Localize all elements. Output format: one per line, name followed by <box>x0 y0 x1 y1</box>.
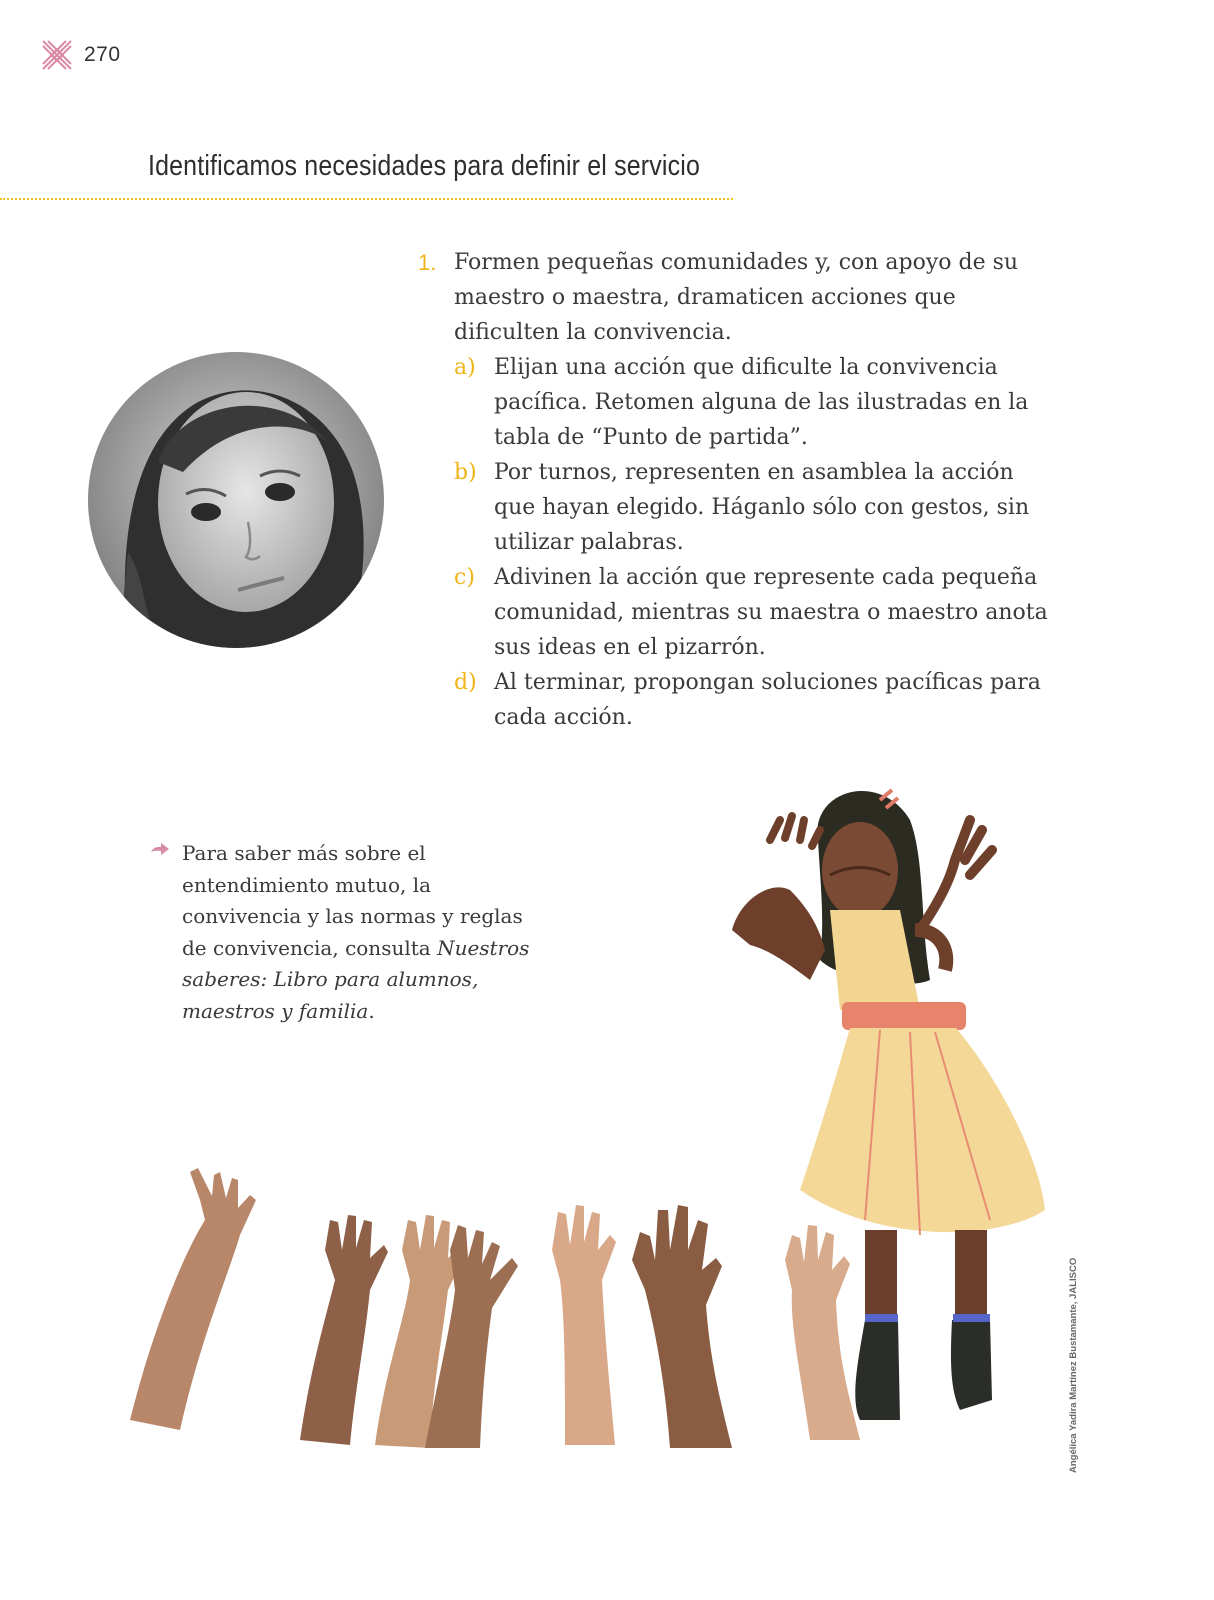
hand-illustration <box>130 1168 256 1430</box>
girl-portrait-photo <box>88 352 384 648</box>
step-letter: d) <box>454 670 477 695</box>
activity-item <box>418 245 1078 350</box>
step-text: Elijan una acción que dificulte la convivencia pacífica. Retomen alguna de las ilustradas en la tabla de “Punto de partida”. <box>494 355 1029 450</box>
step-letter: c) <box>454 565 475 590</box>
step-letter: a) <box>454 355 476 380</box>
activity-number: 1. <box>418 250 437 275</box>
section-title: Identificamos necesidades para definir el servicio <box>148 150 701 182</box>
hand-illustration <box>552 1205 616 1445</box>
book-title: Nuestros saberes: Libro para alumnos, maestros y familia <box>182 935 530 1023</box>
page-number: 270 <box>84 43 121 66</box>
step-letter: b) <box>454 460 477 485</box>
step-text: Por turnos, representen en asamblea la acción que hayan elegido. Háganlo sólo con gestos, sin utilizar palabras. <box>494 460 1030 555</box>
hand-illustration <box>632 1205 732 1448</box>
activity-list <box>418 245 1078 735</box>
activity-instruction: Formen pequeñas comunidades y, con apoyo de su maestro o maestra, dramaticen acciones que dificulten la convivencia. <box>454 250 1019 345</box>
girl-and-hands-illustration <box>120 780 1080 1480</box>
activity-steps <box>454 350 1078 735</box>
step-item <box>454 560 1078 665</box>
step-item <box>454 455 1078 560</box>
girl-figure-illustration <box>732 790 1045 1420</box>
ornament-icon <box>40 38 74 72</box>
note-end: . <box>368 998 375 1023</box>
hand-illustration <box>785 1225 860 1440</box>
note-text: Para saber más sobre el entendimiento mutuo, la convivencia y las normas y reglas de convivencia, consulta <box>182 841 523 960</box>
illustrator-credit: Angélica Yadira Martínez Bustamante, JALISCO <box>1068 1257 1079 1473</box>
step-item <box>454 665 1078 735</box>
step-text: Adivinen la acción que represente cada pequeña comunidad, mientras su maestra o maestro anota sus ideas en el pizarrón. <box>494 565 1048 660</box>
step-item <box>454 350 1078 455</box>
hand-illustration <box>375 1215 518 1448</box>
step-text: Al terminar, propongan soluciones pacíficas para cada acción. <box>494 670 1041 730</box>
page-header <box>40 38 121 72</box>
hand-illustration <box>300 1215 388 1445</box>
title-divider <box>0 198 733 200</box>
